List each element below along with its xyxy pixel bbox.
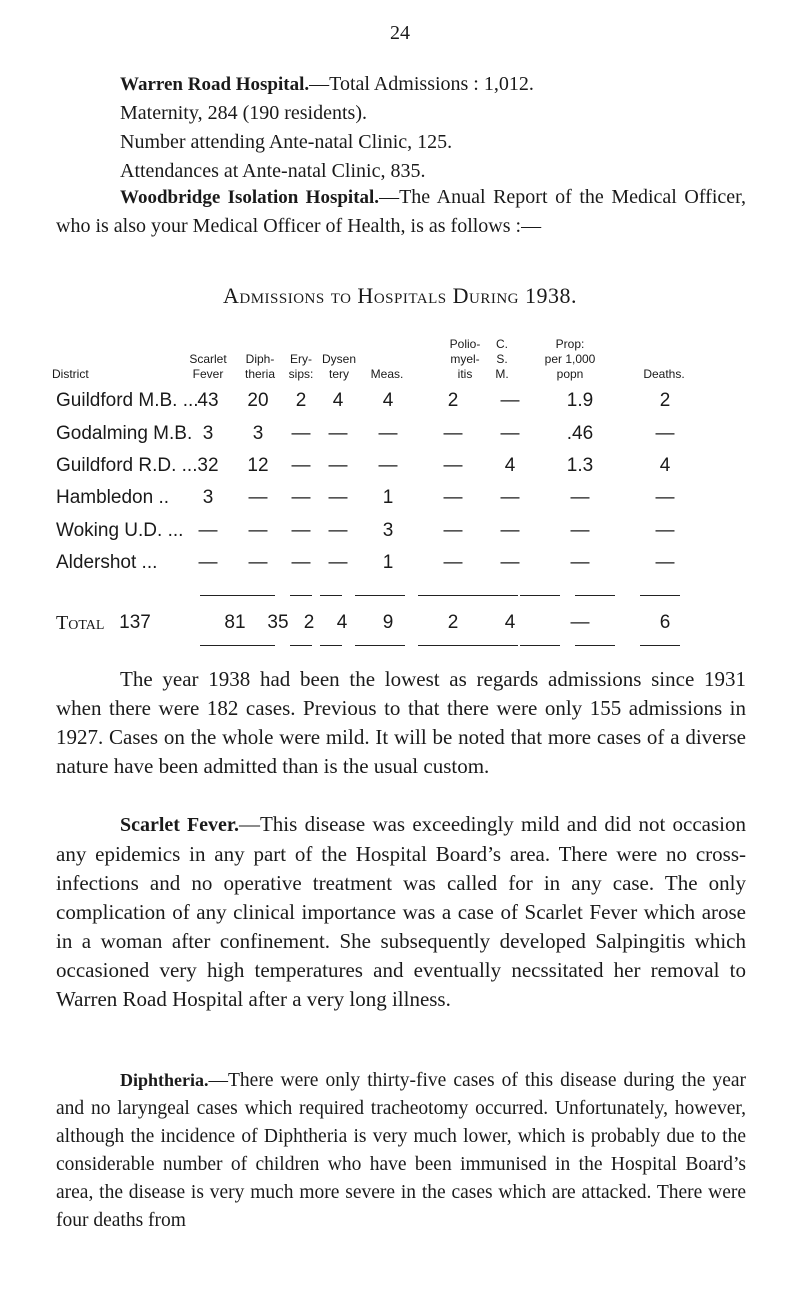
header-diphtheria: Diph- theria	[244, 352, 276, 381]
header-dysentery: Dysen tery	[321, 352, 356, 381]
district-cell: Guildford R.D. ...	[56, 455, 198, 476]
total-label: Total	[56, 612, 105, 634]
erysipelas-cell: —	[291, 487, 311, 508]
total-deaths-cell: 6	[659, 612, 671, 633]
erysipelas-cell: —	[291, 520, 311, 541]
district-cell: Godalming M.B.	[56, 423, 193, 444]
prop-cell: 1.9	[566, 390, 594, 411]
diphtheria-heading: Diphtheria.	[120, 1070, 209, 1090]
table-title: Admissions to Hospitals During 1938.	[222, 283, 578, 308]
warren-road-section	[120, 70, 760, 186]
total-measles-cell: 9	[382, 612, 394, 633]
diphtheria-cell: 20	[247, 390, 269, 411]
polio-cell: —	[443, 455, 463, 476]
diphtheria-cell: —	[248, 487, 268, 508]
scarlet-cell: 3	[202, 423, 214, 444]
dysentery-cell: —	[328, 423, 348, 444]
paragraph-scarlet-fever	[56, 810, 746, 1014]
header-polio: Polio- myel- itis	[449, 337, 481, 381]
csm-cell: —	[500, 487, 520, 508]
polio-cell: —	[443, 423, 463, 444]
dysentery-cell: —	[328, 455, 348, 476]
polio-cell: 2	[447, 390, 459, 411]
dysentery-cell: —	[328, 520, 348, 541]
diphtheria-cell: 12	[247, 455, 269, 476]
paragraph-diphtheria	[56, 1066, 746, 1235]
erysipelas-cell: 2	[295, 390, 307, 411]
scarlet-fever-heading: Scarlet Fever.	[120, 814, 239, 836]
deaths-cell: —	[655, 520, 675, 541]
woodbridge-text: —The Anual Report of the Medical Officer, who is also your Medical Officer of Health, is as follows :—	[56, 186, 746, 237]
total-csm-cell: 4	[504, 612, 516, 633]
woodbridge-heading: Woodbridge Isolation Hospital.	[120, 187, 380, 208]
header-deaths: Deaths.	[643, 367, 685, 381]
dysentery-cell: —	[328, 487, 348, 508]
warren-line3: Number attending Ante-natal Clinic, 125.	[120, 131, 453, 153]
deaths-cell: —	[655, 487, 675, 508]
deaths-cell: 4	[659, 455, 671, 476]
total-scarlet-cell: 81	[224, 612, 246, 633]
measles-cell: 3	[382, 520, 394, 541]
woodbridge-section	[56, 183, 746, 241]
scarlet-cell: 3	[202, 487, 214, 508]
warren-heading: Warren Road Hospital.	[120, 74, 310, 95]
deaths-cell: —	[655, 423, 675, 444]
measles-cell: 4	[382, 390, 394, 411]
erysipelas-cell: —	[291, 552, 311, 573]
dysentery-cell: 4	[332, 390, 344, 411]
header-measles: Meas.	[370, 367, 404, 381]
erysipelas-cell: —	[291, 455, 311, 476]
scarlet-cell: 32	[197, 455, 219, 476]
header-scarlet: Scarlet Fever	[189, 352, 227, 381]
warren-line2: Maternity, 284 (190 residents).	[120, 102, 367, 124]
total-grand-cell: 137	[119, 612, 151, 633]
erysipelas-cell: —	[291, 423, 311, 444]
warren-line1: —Total Admissions : 1,012.	[309, 73, 534, 95]
polio-cell: —	[443, 487, 463, 508]
diphtheria-cell: —	[248, 552, 268, 573]
polio-cell: —	[443, 552, 463, 573]
district-cell: Aldershot ...	[56, 552, 158, 573]
diphtheria-text: —There were only thirty-five cases of this disease during the year and no laryngeal cases which required tracheotomy occurred. Unfortunately, however, although the incidence of Diphtheria is very much lower, which is probably due to the considerable number of children who have been immunised in the Hospital Board’s area, the disease is very much more severe in the cases which are attacked. There were four deaths from	[56, 1070, 746, 1231]
diphtheria-cell: —	[248, 520, 268, 541]
measles-cell: 1	[382, 552, 394, 573]
district-cell: Woking U.D. ...	[56, 520, 184, 541]
polio-cell: —	[443, 520, 463, 541]
deaths-cell: 2	[659, 390, 671, 411]
csm-cell: —	[500, 423, 520, 444]
diphtheria-cell: 3	[252, 423, 264, 444]
prop-cell: 1.3	[566, 455, 594, 476]
header-district: District	[52, 367, 89, 381]
measles-cell: —	[378, 423, 398, 444]
total-polio-cell: 2	[447, 612, 459, 633]
prop-cell: —	[570, 487, 590, 508]
header-csm: C. S. M.	[495, 337, 509, 381]
prop-cell: —	[570, 552, 590, 573]
header-erysipelas: Ery- sips:	[288, 352, 314, 381]
scarlet-cell: 43	[197, 390, 219, 411]
page-number: 24	[390, 22, 410, 44]
prop-cell: —	[570, 520, 590, 541]
csm-cell: 4	[504, 455, 516, 476]
csm-cell: —	[500, 520, 520, 541]
total-dysentery-cell: 4	[336, 612, 348, 633]
scarlet-fever-text: —This disease was exceedingly mild and did not occasion any epidemics in any part of the Hospital Board’s area. There were no cross-infections and no operative treatment was called for in any case. The only complication of any clinical importance was a case of Scarlet Fever which arose in a woman after confinement. She subsequently developed Salpingitis which occasioned very high temperatures and eventually necssitated her removal to Warren Road Hospital after a very long illness.	[56, 812, 746, 1011]
total-diphtheria-cell: 35	[267, 612, 289, 633]
prop-cell: .46	[566, 423, 594, 444]
header-prop: Prop: per 1,000 popn	[544, 337, 596, 381]
scarlet-cell: —	[198, 552, 218, 573]
deaths-cell: —	[655, 552, 675, 573]
district-cell: Hambledon ..	[56, 487, 170, 508]
measles-cell: —	[378, 455, 398, 476]
total-erysipelas-cell: 2	[303, 612, 315, 633]
district-cell: Guildford M.B. ...	[56, 390, 199, 411]
dysentery-cell: —	[328, 552, 348, 573]
measles-cell: 1	[382, 487, 394, 508]
warren-line4: Attendances at Ante-natal Clinic, 835.	[120, 160, 426, 182]
scarlet-cell: —	[198, 520, 218, 541]
csm-cell: —	[500, 390, 520, 411]
csm-cell: —	[500, 552, 520, 573]
paragraph-year: The year 1938 had been the lowest as regards admissions since 1931 when there were 182 cases. Previous to that there were only 155 admissions in 1927. Cases on the whole were mild. It will be noted that more cases of a diverse nature have been admitted than is the usual custom.	[56, 667, 746, 778]
total-prop-cell: —	[570, 612, 590, 633]
